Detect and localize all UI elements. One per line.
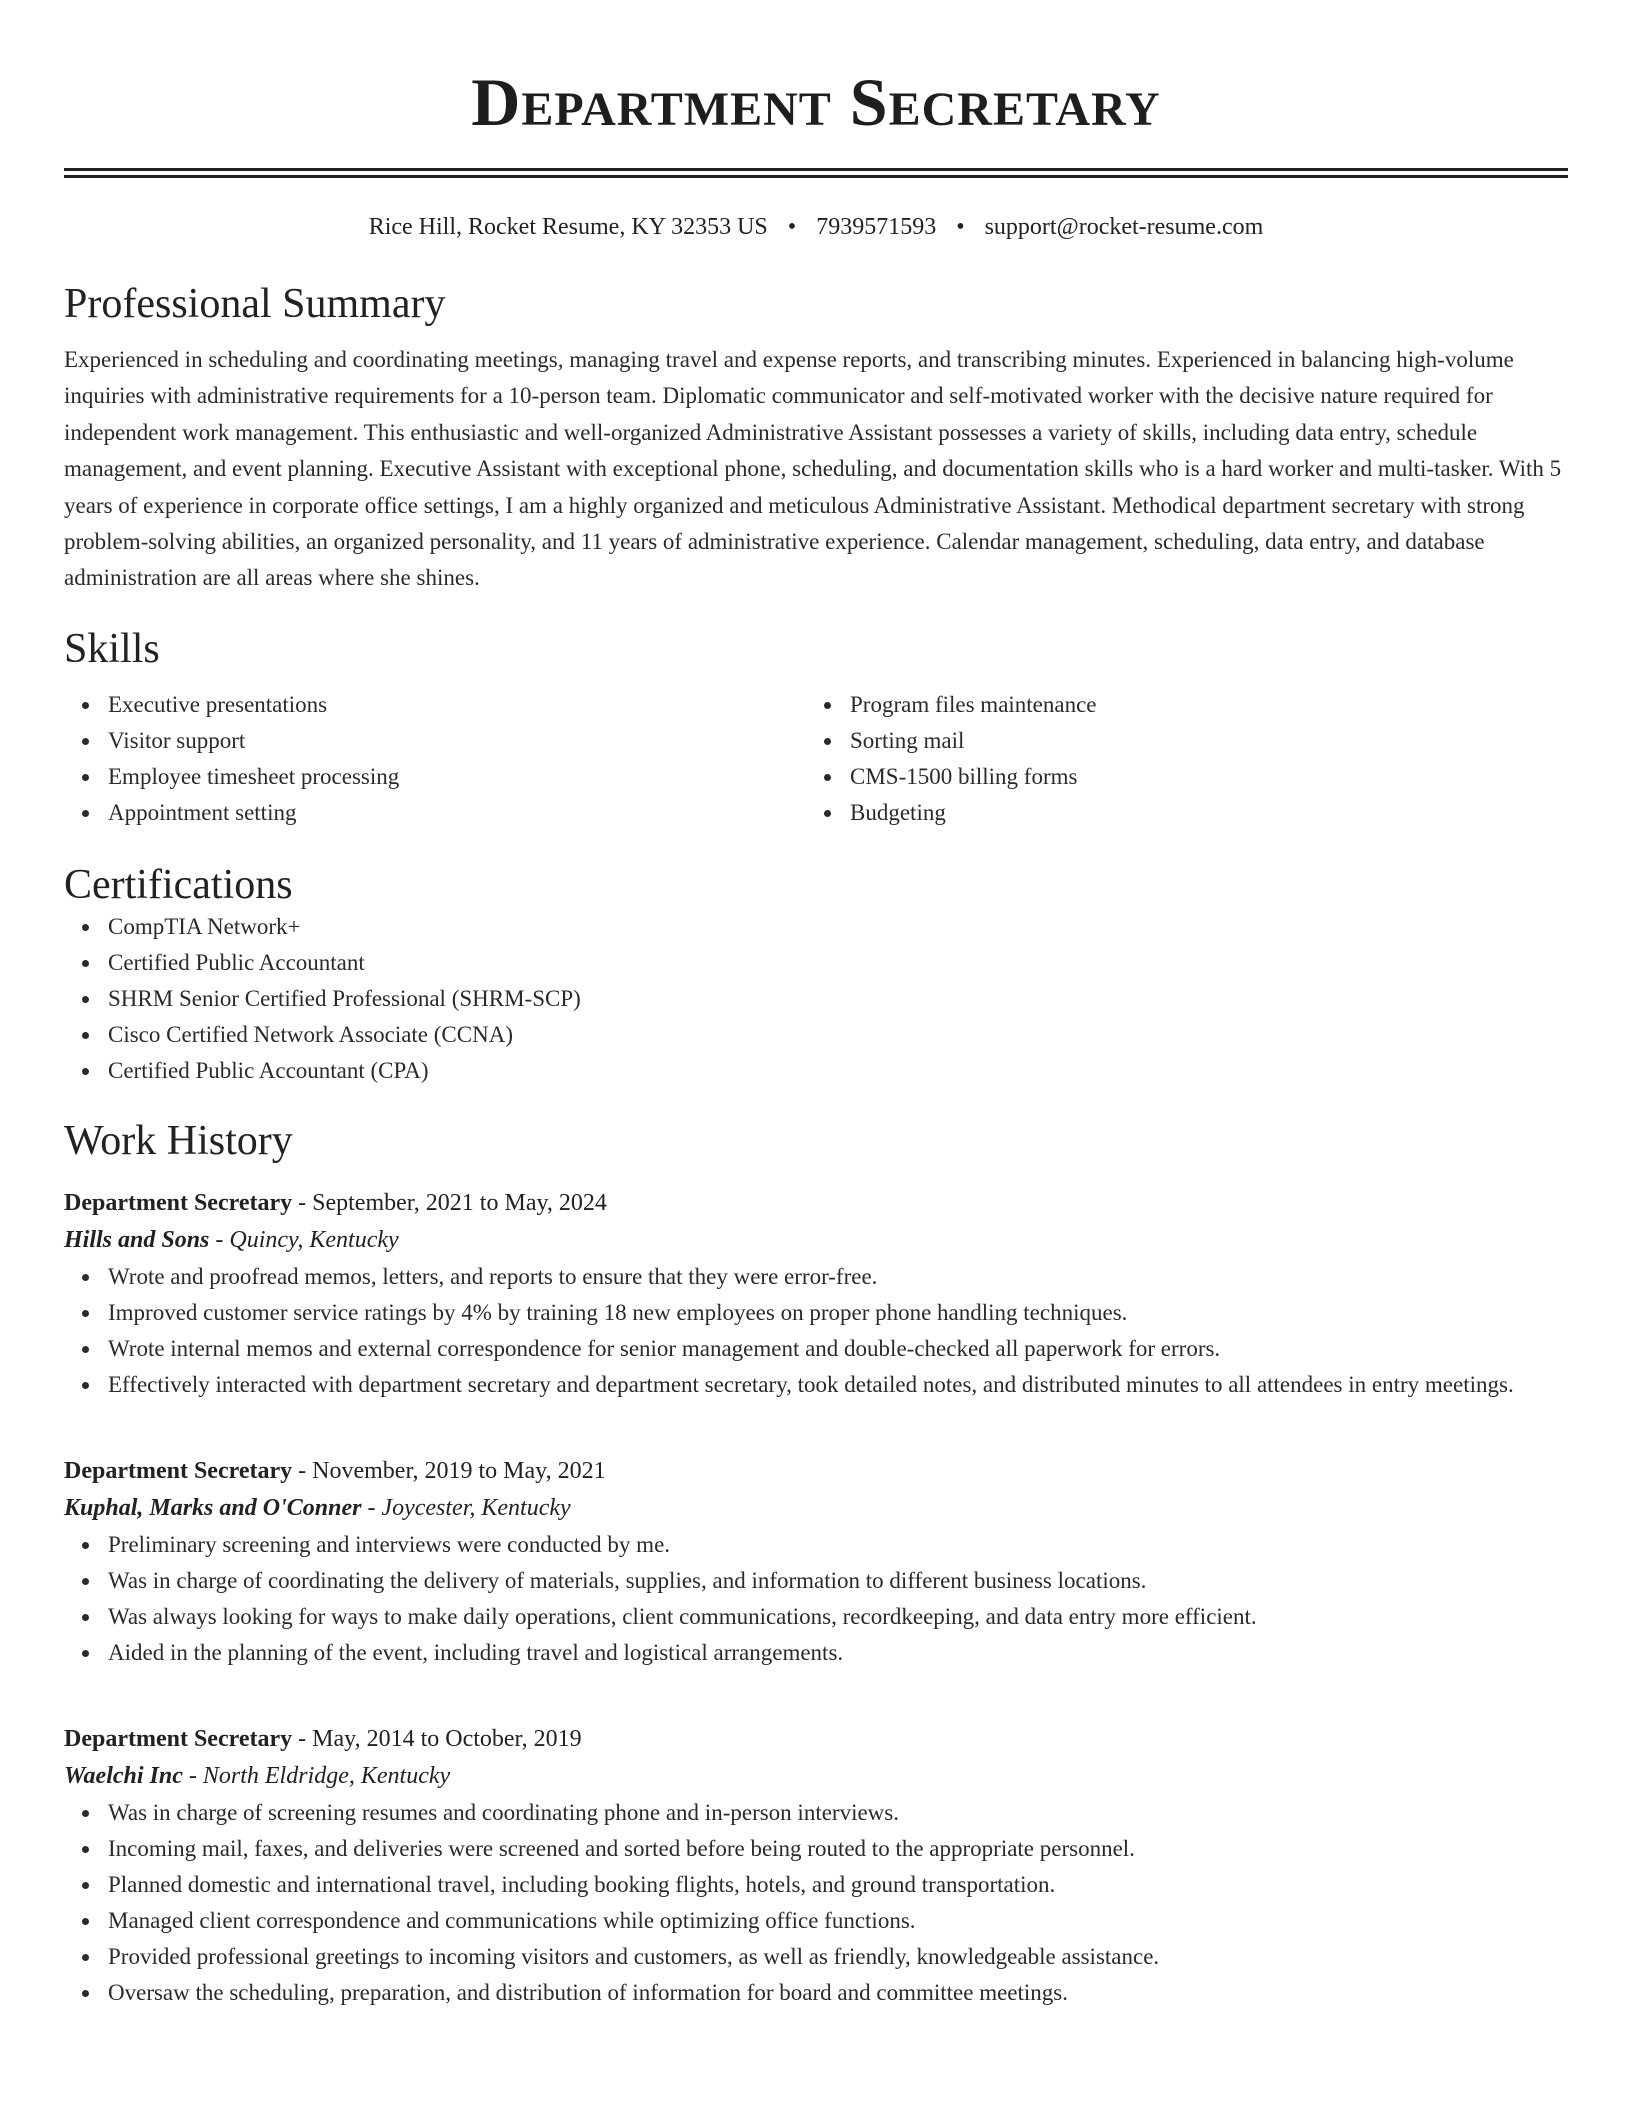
work-history-section <box>64 1117 1568 2011</box>
bullet-icon <box>82 810 89 817</box>
bullet-icon <box>82 774 89 781</box>
work-history-heading: Work History <box>64 1117 293 1164</box>
job-dates: - May, 2014 to October, 2019 <box>292 1725 582 1752</box>
bullet-icon <box>82 924 89 931</box>
summary-text: Experienced in scheduling and coordinating meetings, managing travel and expense reports, and transcribing minutes. Experienced in balancing high-volume inquiries with administrative requirements for a 10-person team. Diplomatic communicator and self-motivated worker with the decisive nature required for independent work management. This enthusiastic and well-organized Administrative Assistant possesses a variety of skills, including data entry, schedule management, and event planning. Executive Assistant with exceptional phone, scheduling, and documentation skills who is a hard worker and multi-tasker. With 5 years of experience in corporate office settings, I am a highly organized and meticulous Administrative Assistant. Methodical department secretary with strong problem-solving abilities, an organized personality, and 11 years of administrative experience. Calendar management, scheduling, data entry, and database administration are all areas where she shines. <box>64 347 1562 591</box>
job-entry <box>64 1721 1568 2011</box>
job-location: - Joycester, Kentucky <box>361 1494 571 1521</box>
certifications-heading: Certifications <box>64 861 293 908</box>
job-title-line <box>64 1185 1568 1221</box>
summary-section <box>64 280 1568 597</box>
bullet-icon <box>82 1650 89 1657</box>
certification-item: CompTIA Network+ <box>64 909 1568 945</box>
certifications-section <box>64 861 1568 1089</box>
bullet-icon <box>82 1810 89 1817</box>
contact-address: Rice Hill, Rocket Resume, KY 32353 US <box>368 214 768 240</box>
skills-section <box>64 625 1568 831</box>
job-bullet: Improved customer service ratings by 4% by training 18 new employees on proper phone handling techniques. <box>64 1295 1568 1331</box>
skill-item: Budgeting <box>806 795 1548 831</box>
job-company-line <box>64 1221 1568 1259</box>
bullet-icon <box>82 1918 89 1925</box>
job-entry <box>64 1453 1568 1671</box>
bullet-icon <box>82 1882 89 1889</box>
contact-separator: • <box>956 214 965 240</box>
job-bullet: Wrote and proofread memos, letters, and reports to ensure that they were error-free. <box>64 1259 1568 1295</box>
skills-column-right <box>806 687 1548 831</box>
skills-heading: Skills <box>64 625 160 672</box>
title-divider-top <box>64 168 1568 171</box>
bullet-icon <box>82 996 89 1003</box>
bullet-icon <box>82 1310 89 1317</box>
job-company-line <box>64 1757 1568 1795</box>
bullet-icon <box>82 1846 89 1853</box>
job-bullet: Oversaw the scheduling, preparation, and distribution of information for board and committee meetings. <box>64 1975 1568 2011</box>
job-bullet: Preliminary screening and interviews were conducted by me. <box>64 1527 1568 1563</box>
job-title: Department Secretary <box>64 1725 293 1752</box>
job-bullet: Was in charge of coordinating the delivery of materials, supplies, and information to different business locations. <box>64 1563 1568 1599</box>
title-divider-bottom <box>64 175 1568 178</box>
job-bullets <box>64 1527 1568 1671</box>
skills-grid <box>64 687 1568 831</box>
job-bullet: Incoming mail, faxes, and deliveries were screened and sorted before being routed to the appropriate personnel. <box>64 1831 1568 1867</box>
contact-separator: • <box>787 214 797 240</box>
job-company: Waelchi Inc <box>64 1762 183 1789</box>
job-bullet: Was always looking for ways to make daily operations, client communications, recordkeeping, and data entry more efficient. <box>64 1599 1568 1635</box>
bullet-icon <box>82 1382 89 1389</box>
job-title-line <box>64 1721 1568 1757</box>
job-bullet: Wrote internal memos and external correspondence for senior management and double-checked all paperwork for errors. <box>64 1331 1568 1367</box>
job-company: Hills and Sons <box>64 1226 210 1253</box>
job-company-line <box>64 1489 1568 1527</box>
bullet-icon <box>82 738 89 745</box>
bullet-icon <box>82 960 89 967</box>
bullet-icon <box>82 702 89 709</box>
job-bullet: Effectively interacted with department secretary and department secretary, took detailed notes, and distributed minutes to all attendees in entry meetings. <box>64 1367 1568 1403</box>
skill-item: Employee timesheet processing <box>64 759 806 795</box>
contact-phone: 7939571593 <box>816 214 937 240</box>
skill-item: CMS-1500 billing forms <box>806 759 1548 795</box>
bullet-icon <box>824 774 831 781</box>
job-bullet: Planned domestic and international travel, including booking flights, hotels, and ground transportation. <box>64 1867 1568 1903</box>
bullet-icon <box>82 1990 89 1997</box>
skill-item: Visitor support <box>64 723 806 759</box>
bullet-icon <box>82 1578 89 1585</box>
bullet-icon <box>824 738 831 745</box>
resume-page <box>64 0 1568 2011</box>
bullet-icon <box>82 1542 89 1549</box>
job-bullet: Provided professional greetings to incoming visitors and customers, as well as friendly, knowledgeable assistance. <box>64 1939 1568 1975</box>
bullet-icon <box>82 1274 89 1281</box>
bullet-icon <box>82 1954 89 1961</box>
job-title: Department Secretary <box>64 1457 293 1484</box>
bullet-icon <box>824 810 831 817</box>
job-location: - North Eldridge, Kentucky <box>182 1762 451 1789</box>
certifications-list <box>64 909 1568 1089</box>
job-title-line <box>64 1453 1568 1489</box>
skill-item: Program files maintenance <box>806 687 1548 723</box>
certification-item: Cisco Certified Network Associate (CCNA) <box>64 1017 1568 1053</box>
certification-item: Certified Public Accountant <box>64 945 1568 981</box>
job-dates: - November, 2019 to May, 2021 <box>292 1457 606 1484</box>
job-bullet: Aided in the planning of the event, including travel and logistical arrangements. <box>64 1635 1568 1671</box>
skill-item: Sorting mail <box>806 723 1548 759</box>
job-bullets <box>64 1795 1568 2011</box>
contact-email: support@rocket-resume.com <box>984 214 1264 240</box>
bullet-icon <box>824 702 831 709</box>
certification-item: SHRM Senior Certified Professional (SHRM-SCP) <box>64 981 1568 1017</box>
job-company: Kuphal, Marks and O'Conner <box>64 1494 362 1521</box>
skill-item: Appointment setting <box>64 795 806 831</box>
certification-item: Certified Public Accountant (CPA) <box>64 1053 1568 1089</box>
bullet-icon <box>82 1068 89 1075</box>
contact-line <box>64 212 1568 242</box>
job-bullets <box>64 1259 1568 1403</box>
bullet-icon <box>82 1032 89 1039</box>
job-title: Department Secretary <box>64 1189 293 1216</box>
resume-title: Department Secretary <box>471 64 1161 140</box>
job-bullet: Managed client correspondence and communications while optimizing office functions. <box>64 1903 1568 1939</box>
bullet-icon <box>82 1614 89 1621</box>
job-location: - Quincy, Kentucky <box>209 1226 399 1253</box>
job-bullet: Was in charge of screening resumes and coordinating phone and in-person interviews. <box>64 1795 1568 1831</box>
job-dates: - September, 2021 to May, 2024 <box>292 1189 607 1216</box>
skills-column-left <box>64 687 806 831</box>
job-entry <box>64 1185 1568 1403</box>
skill-item: Executive presentations <box>64 687 806 723</box>
bullet-icon <box>82 1346 89 1353</box>
summary-heading: Professional Summary <box>64 281 446 327</box>
